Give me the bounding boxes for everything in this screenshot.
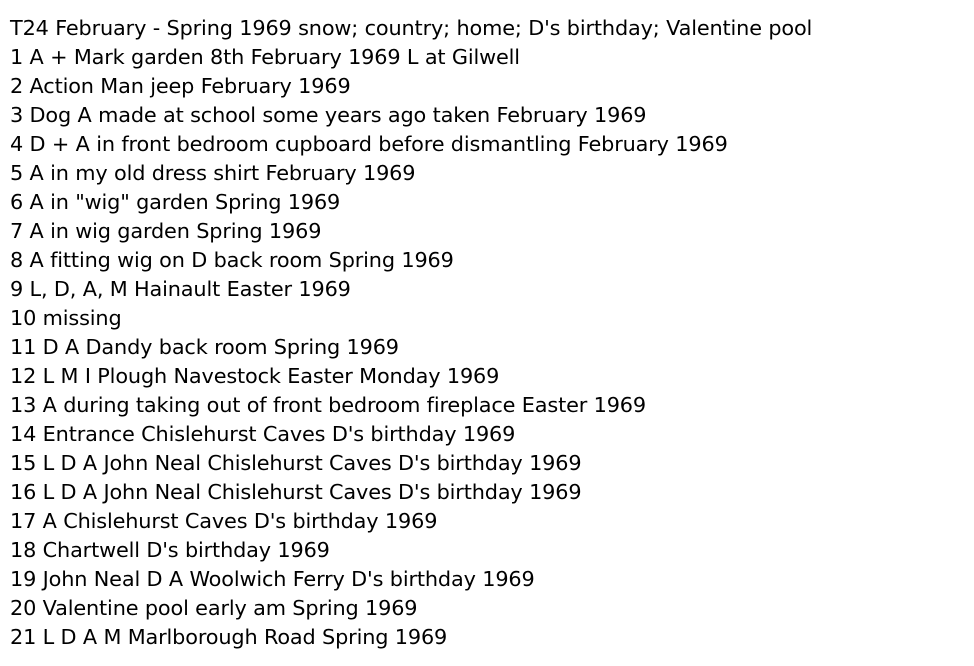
entry-line: 7 A in wig garden Spring 1969 — [10, 219, 322, 243]
entry-line: 6 A in "wig" garden Spring 1969 — [10, 190, 341, 214]
entry-line: 17 A Chislehurst Caves D's birthday 1969 — [10, 509, 438, 533]
entry-line: 4 D + A in front bedroom cupboard before dismantling February 1969 — [10, 132, 728, 156]
entry-line: 5 A in my old dress shirt February 1969 — [10, 161, 416, 185]
entry-line: 18 Chartwell D's birthday 1969 — [10, 538, 330, 562]
entry-line: 20 Valentine pool early am Spring 1969 — [10, 596, 418, 620]
entry-line: 19 John Neal D A Woolwich Ferry D's birthday 1969 — [10, 567, 535, 591]
entry-line: 11 D A Dandy back room Spring 1969 — [10, 335, 399, 359]
entry-line: 16 L D A John Neal Chislehurst Caves D's birthday 1969 — [10, 480, 582, 504]
entry-line: 8 A fitting wig on D back room Spring 1969 — [10, 248, 454, 272]
entry-line: 12 L M I Plough Navestock Easter Monday 1969 — [10, 364, 500, 388]
entry-line: 3 Dog A made at school some years ago taken February 1969 — [10, 103, 647, 127]
entry-line: 15 L D A John Neal Chislehurst Caves D's birthday 1969 — [10, 451, 582, 475]
entry-line: 2 Action Man jeep February 1969 — [10, 74, 351, 98]
entry-line: 1 A + Mark garden 8th February 1969 L at Gilwell — [10, 45, 520, 69]
entry-line: 9 L, D, A, M Hainault Easter 1969 — [10, 277, 351, 301]
entry-line: 14 Entrance Chislehurst Caves D's birthday 1969 — [10, 422, 516, 446]
entry-line: 21 L D A M Marlborough Road Spring 1969 — [10, 625, 448, 649]
entry-line: 10 missing — [10, 306, 122, 330]
document-body — [10, 14, 970, 652]
entry-line: 13 A during taking out of front bedroom fireplace Easter 1969 — [10, 393, 646, 417]
document-title-line: T24 February - Spring 1969 snow; country; home; D's birthday; Valentine pool — [10, 16, 813, 40]
